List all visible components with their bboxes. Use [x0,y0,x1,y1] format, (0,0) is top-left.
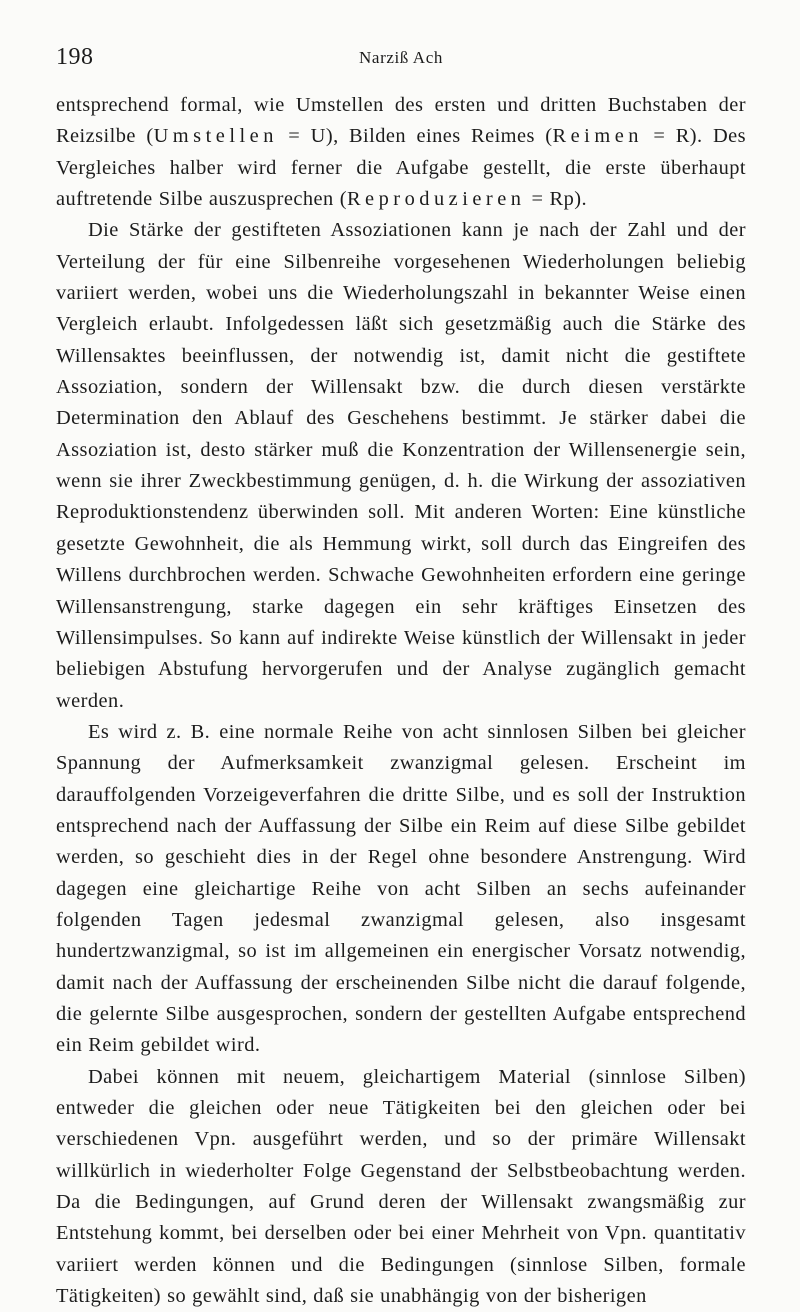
text-run: Dabei können mit neuem, gleichartigem Material (sinnlose Silben) entweder die gleichen oder neue Tätigkeiten bei den gleichen oder bei verschiedenen Vpn. ausgeführt werden, und so der primäre Willensakt willkürlich in wiederholter Folge Gegenstand der Selbstbeobachtung werden. Da die Bedingungen, auf Grund deren der Willensakt zwangsmäßig zur Entstehung kommt, bei derselben oder bei einer Mehrheit von Vpn. quantitativ variiert werden können und die Bedingungen (sinnlose Silben, formale Tätigkeiten) so gewählt sind, daß sie unabhängig von der bisherigen [56,1065,746,1308]
page-number: 198 [56,44,94,70]
spaced-term: Umstellen [153,125,278,148]
spaced-term: Reproduzieren [346,188,526,211]
paragraph [56,215,746,717]
text-run: entsprechend formal, wie Umstellen des ersten und dritten Buchstaben der Reizsilbe ( [56,94,746,148]
text-run: Die Stärke der gestifteten Assoziationen kann je nach der Zahl und der Verteilung der für eine Silbenreihe vorgesehenen Wiederholungen beliebig variiert werden, wobei uns die Wiederholungszahl in bekannter Weise einen Vergleich erlaubt. Infolgedessen läßt sich gesetzmäßig auch die Stärke des Willensaktes beeinflussen, der notwendig ist, damit nicht die gestiftete Assoziation, sondern der Willensakt bzw. die durch diesen verstärkte Determination den Ablauf des Geschehens bestimmt. Je stärker dabei die Assoziation ist, desto stärker muß die Konzentration der Willensenergie sein, wenn sie ihrer Zweckbestimmung genügen, d. h. die Wirkung der assoziativen Reproduktionstendenz überwinden soll. Mit anderen Worten: Eine künstliche gesetzte Gewohnheit, die als Hemmung wirkt, soll durch das Eingreifen des Willens durchbrochen werden. Schwache Gewohnheiten erfordern eine geringe Willensanstrengung, starke dagegen ein sehr kräftiges Einsetzen des Willensimpulses. So kann auf indirekte Weise künstlich der Willensakt in jeder beliebigen Abstufung hervorgerufen und der Analyse zugänglich gemacht werden. [56,219,746,712]
spaced-term: Reimen [552,125,643,148]
paragraph [56,717,746,1062]
text-run: Es wird z. B. eine normale Reihe von acht sinnlosen Silben bei gleicher Spannung der Aufmerksamkeit zwanzigmal gelesen. Erscheint im darauffolgenden Vorzeigeverfahren die dritte Silbe, und es soll der Instruktion entsprechend nach der Auffassung der Silbe ein Reim auf diese Silbe gebildet werden, so geschieht dies in der Regel ohne besondere Anstrengung. Wird dagegen eine gleichartige Reihe von acht Silben an sechs aufeinander folgenden Tagen jedesmal zwanzigmal gelesen, also insgesamt hundertzwanzigmal, so ist im allgemeinen ein energischer Vorsatz notwendig, damit nach der Auffassung der erscheinenden Silbe nicht die darauf folgende, die gelernte Silbe ausgesprochen, sondern der gestellten Aufgabe entsprechend ein Reim gebildet wird. [56,720,746,1057]
running-head: Narziß Ach [359,48,443,67]
text-run: = U), Bilden eines Reimes ( [277,125,553,148]
text-run: = R). Des Vergleiches halber wird ferner die Aufgabe gestellt, die erste überhaupt auftretende Silbe auszusprechen ( [56,125,747,211]
text-run: = Rp). [525,188,587,211]
body-text [56,90,746,1312]
paragraph [56,90,746,215]
paragraph [56,1062,746,1312]
page-header [56,44,746,74]
